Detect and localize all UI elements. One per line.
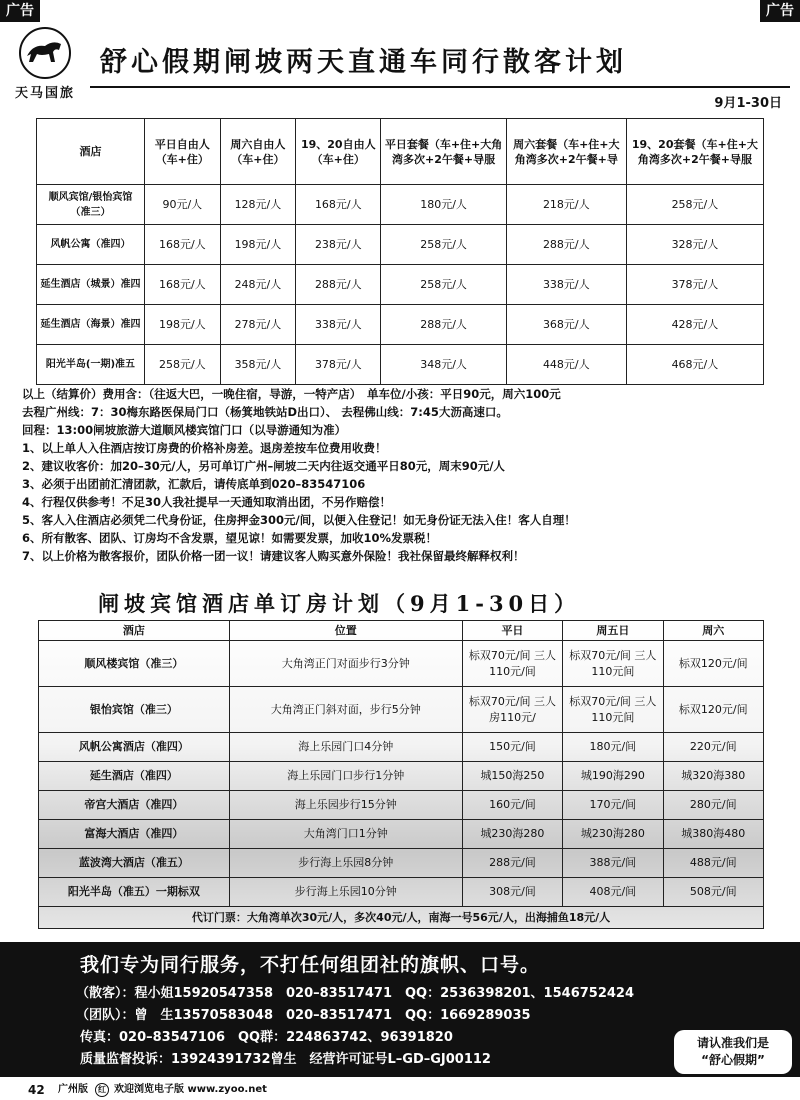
note-line: 去程广州线：7：30梅东路医保局门口（杨箕地铁站D出口）、 去程佛山线：7:45大沥高速口。	[22, 405, 508, 419]
price-cell: 488元/间	[663, 849, 763, 878]
note-line: 2、建议收客价：加20–30元/人，另可单订广州–闸坡二天内往返交通平日80元，周末90元/人	[22, 459, 505, 473]
price-cell: 258元/人	[381, 265, 506, 305]
table-row	[39, 641, 764, 687]
col-header: 周六套餐（车+住+大角湾多次+2午餐+导	[506, 119, 626, 185]
price-cell: 288元/人	[296, 265, 381, 305]
note-line: 1、以上单人入住酒店按订房费的价格补房差。退房差按车位费用收费！	[22, 441, 387, 455]
hotel-name: 延生酒店（海景）准四	[37, 305, 145, 345]
price-cell: 220元/间	[663, 733, 763, 762]
hotel-name: 延生酒店（城景）准四	[37, 265, 145, 305]
price-cell: 标双70元/间 三人110元间	[563, 687, 663, 733]
price-cell: 标双120元/间	[663, 687, 763, 733]
retail-contact: （散客）：程小姐15920547358 020–83517471 QQ：2536398201、1546752424	[76, 986, 635, 1001]
price-cell: 城150海250	[462, 762, 562, 791]
price-cell: 170元/间	[563, 791, 663, 820]
hotel-name: 富海大酒店（准四）	[39, 820, 230, 849]
price-cell: 378元/人	[296, 345, 381, 385]
col-header: 酒店	[37, 119, 145, 185]
horse-logo-icon	[15, 26, 75, 80]
price-cell: 308元/间	[462, 878, 562, 907]
brand-badge	[674, 1030, 792, 1074]
location-cell: 大角湾正门斜对面，步行5分钟	[229, 687, 462, 733]
hotel-name: 蓝波湾大酒店（准五）	[39, 849, 230, 878]
header-divider	[90, 86, 790, 88]
col-header: 19、20自由人（车+住）	[296, 119, 381, 185]
complaint-line: 质量监督投诉：13924391732曾生 经营许可证号L–GD–GJ00112	[80, 1052, 491, 1067]
price-cell: 328元/人	[626, 225, 763, 265]
price-cell: 358元/人	[220, 345, 296, 385]
table-row	[37, 265, 764, 305]
col-header: 平日套餐（车+住+大角湾多次+2午餐+导服	[381, 119, 506, 185]
website-link[interactable]: 欢迎浏览电子版 www.zyoo.net	[114, 1084, 267, 1095]
price-cell: 150元/间	[462, 733, 562, 762]
price-cell: 标双70元/间 三人房110元/	[462, 687, 562, 733]
col-header: 位置	[229, 621, 462, 641]
price-cell: 198元/人	[220, 225, 296, 265]
hotel-name: 顺风宾馆/银怡宾馆（准三）	[37, 185, 145, 225]
price-cell: 标双120元/间	[663, 641, 763, 687]
note-line: 回程：13:00闸坡旅游大道顺风楼宾馆门口（以导游通知为准）	[22, 423, 347, 437]
package-price-table	[36, 118, 764, 385]
price-cell: 标双70元/间 三人110元间	[563, 641, 663, 687]
col-header: 平日	[462, 621, 562, 641]
price-cell: 468元/人	[626, 345, 763, 385]
table-row	[37, 185, 764, 225]
hotel-name: 银怡宾馆（准三）	[39, 687, 230, 733]
contact-footer	[0, 942, 800, 1077]
col-header: 周五日	[563, 621, 663, 641]
price-cell: 238元/人	[296, 225, 381, 265]
price-cell: 368元/人	[506, 305, 626, 345]
price-cell: 城380海480	[663, 820, 763, 849]
header	[0, 22, 800, 110]
date-range: 9月1-30日	[714, 96, 782, 111]
hotel-name: 延生酒店（准四）	[39, 762, 230, 791]
table-row	[37, 305, 764, 345]
price-cell: 198元/人	[145, 305, 221, 345]
slogan: 我们专为同行服务，不打任何组团社的旗帜、口号。	[80, 954, 541, 976]
hotel-name: 风帆公寓酒店（准四）	[39, 733, 230, 762]
price-cell: 448元/人	[506, 345, 626, 385]
note-line: 以上（结算价）费用含：（往返大巴，一晚住宿，导游，一特产店） 单车位/小孩：平日90元，周六100元	[22, 387, 561, 401]
location-cell: 海上乐园门口步行1分钟	[229, 762, 462, 791]
price-cell: 258元/人	[145, 345, 221, 385]
table-row	[37, 225, 764, 265]
col-header: 酒店	[39, 621, 230, 641]
price-cell: 280元/间	[663, 791, 763, 820]
table-row	[39, 687, 764, 733]
price-cell: 388元/间	[563, 849, 663, 878]
price-cell: 288元/人	[506, 225, 626, 265]
price-cell: 90元/人	[145, 185, 221, 225]
location-cell: 大角湾正门对面步行3分钟	[229, 641, 462, 687]
price-cell: 城190海290	[563, 762, 663, 791]
location-cell: 步行海上乐园8分钟	[229, 849, 462, 878]
terms-notes	[22, 385, 782, 565]
price-cell: 258元/人	[381, 225, 506, 265]
col-header: 周六	[663, 621, 763, 641]
price-cell: 258元/人	[626, 185, 763, 225]
note-line: 6、所有散客、团队、订房均不含发票，望见谅！如需要发票，加收10%发票税！	[22, 531, 438, 545]
price-cell: 288元/人	[381, 305, 506, 345]
hotel-name: 帝宫大酒店（准四）	[39, 791, 230, 820]
badge-line: “舒心假期”	[701, 1053, 765, 1067]
room-section-title: 闸坡宾馆酒店单订房计划（9月1-30日）	[98, 591, 581, 616]
ad-tag-right: 广告	[760, 0, 800, 22]
page-number: 42	[28, 1083, 45, 1097]
price-cell: 城230海280	[563, 820, 663, 849]
price-cell: 160元/间	[462, 791, 562, 820]
price-cell: 278元/人	[220, 305, 296, 345]
col-header: 周六自由人（车+住）	[220, 119, 296, 185]
hotel-name: 阳光半岛(一期)准五	[37, 345, 145, 385]
table-header-row	[39, 621, 764, 641]
badge-line: 请认准我们是	[696, 1036, 769, 1050]
table-row	[39, 733, 764, 762]
table-row	[39, 820, 764, 849]
tickets-row	[39, 907, 764, 929]
room-price-table	[38, 620, 764, 929]
logo	[6, 26, 84, 106]
location-cell: 大角湾门口1分钟	[229, 820, 462, 849]
table-row	[39, 791, 764, 820]
price-cell: 508元/间	[663, 878, 763, 907]
price-cell: 城320海380	[663, 762, 763, 791]
price-cell: 378元/人	[626, 265, 763, 305]
table-row	[39, 878, 764, 907]
note-line: 7、以上价格为散客报价，团队价格一团一议！请建议客人购买意外保险！我社保留最终解释权利！	[22, 549, 525, 563]
table-row	[37, 345, 764, 385]
col-header: 平日自由人（车+住）	[145, 119, 221, 185]
price-cell: 338元/人	[506, 265, 626, 305]
tickets-info: 代订门票：大角湾单次30元/人，多次40元/人，南海一号56元/人，出海捕鱼18元/人	[39, 907, 764, 929]
price-cell: 168元/人	[296, 185, 381, 225]
price-cell: 168元/人	[145, 265, 221, 305]
price-cell: 标双70元/间 三人110元/间	[462, 641, 562, 687]
col-header: 19、20套餐（车+住+大角湾多次+2午餐+导服	[626, 119, 763, 185]
edition-circle-icon: 红	[95, 1083, 109, 1097]
note-line: 4、行程仅供参考！不足30人我社提早一天通知取消出团，不另作赔偿！	[22, 495, 392, 509]
price-cell: 168元/人	[145, 225, 221, 265]
page-footer	[0, 1080, 800, 1100]
location-cell: 海上乐园门口4分钟	[229, 733, 462, 762]
hotel-name: 风帆公寓（准四）	[37, 225, 145, 265]
note-line: 5、客人入住酒店必须凭二代身份证，住房押金300元/间，以便入住登记！如无身份证无法入住！客人自理！	[22, 513, 576, 527]
table-row	[39, 762, 764, 791]
edition-label: 广州版	[58, 1084, 88, 1095]
page-title: 舒心假期闸坡两天直通车同行散客计划	[100, 47, 627, 78]
price-cell: 128元/人	[220, 185, 296, 225]
group-contact: （团队）：曾 生13570583048 020–83517471 QQ：1669289035	[76, 1008, 531, 1023]
ad-tag-left: 广告	[0, 0, 40, 22]
fax-contact: 传真：020–83547106 QQ群：224863742、96391820	[80, 1030, 453, 1045]
price-cell: 218元/人	[506, 185, 626, 225]
price-cell: 428元/人	[626, 305, 763, 345]
hotel-name: 阳光半岛（准五）一期标双	[39, 878, 230, 907]
price-cell: 408元/间	[563, 878, 663, 907]
table-header-row	[37, 119, 764, 185]
price-cell: 城230海280	[462, 820, 562, 849]
price-cell: 248元/人	[220, 265, 296, 305]
note-line: 3、必须于出团前汇清团款，汇款后，请传底单到020–83547106	[22, 477, 366, 491]
price-cell: 338元/人	[296, 305, 381, 345]
price-cell: 180元/人	[381, 185, 506, 225]
price-cell: 180元/间	[563, 733, 663, 762]
price-cell: 348元/人	[381, 345, 506, 385]
logo-name: 天马国旅	[14, 86, 75, 101]
price-cell: 288元/间	[462, 849, 562, 878]
location-cell: 步行海上乐园10分钟	[229, 878, 462, 907]
location-cell: 海上乐园步行15分钟	[229, 791, 462, 820]
hotel-name: 顺风楼宾馆（准三）	[39, 641, 230, 687]
table-row	[39, 849, 764, 878]
